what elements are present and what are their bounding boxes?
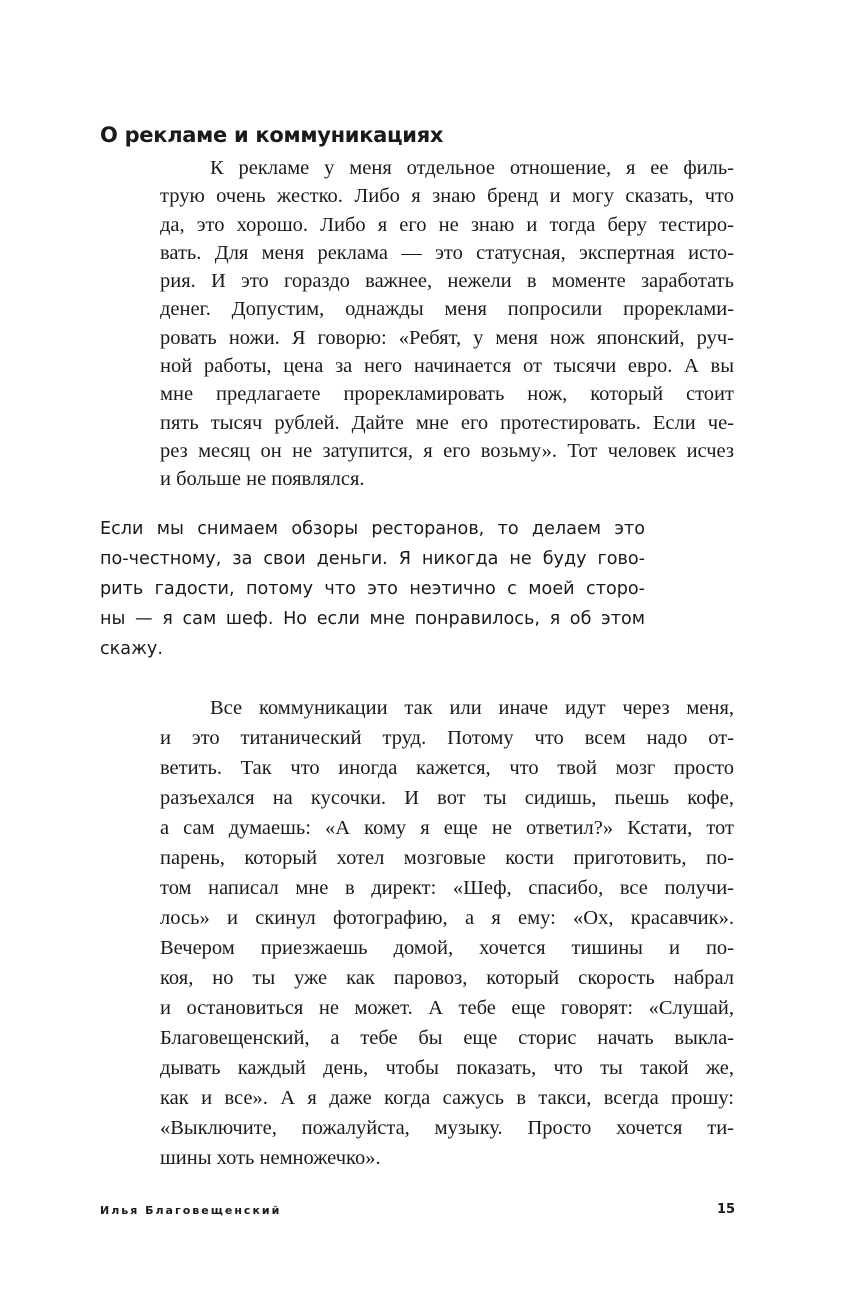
text-line: том написал мне в директ: «Шеф, спасибо, все получи-	[160, 877, 734, 899]
text-line: вать. Для меня реклама — это статусная, экспертная исто-	[160, 241, 734, 264]
text-line: ровать ножи. Я говорю: «Ребят, у меня нож японский, руч-	[160, 326, 734, 349]
text-line: мне предлагаете прорекламировать нож, который стоит	[160, 383, 734, 406]
text-line: Все коммуникации так или иначе идут через меня,	[210, 697, 734, 719]
text-line: трую очень жестко. Либо я знаю бренд и могу сказать, что	[160, 185, 734, 208]
text-line: Если мы снимаем обзоры ресторанов, то делаем это	[100, 519, 645, 539]
text-line: денег. Допустим, однажды меня попросили прореклами-	[160, 298, 734, 321]
text-line: да, это хорошо. Либо я его не знаю и тогда беру тестиро-	[160, 213, 734, 236]
text-line: парень, который хотел мозговые кости приготовить, по-	[160, 847, 734, 869]
text-line: лось» и скинул фотографию, а я ему: «Ох, красавчик».	[160, 907, 734, 929]
text-line: рить гадости, потому что это неэтично с моей сторо-	[100, 579, 645, 599]
text-line: шины хоть немножечко».	[160, 1147, 381, 1169]
text-line: рия. И это гораздо важнее, нежели в моменте заработать	[160, 270, 734, 293]
paragraph-restaurant-reviews	[100, 514, 645, 664]
text-line: ветить. Так что иногда кажется, что твой мозг просто	[160, 757, 734, 779]
page-number: 15	[717, 1202, 736, 1217]
text-line: ной работы, цена за него начинается от тысячи евро. А вы	[160, 355, 734, 378]
text-line: Благовещенский, а тебе бы еще сторис начать выкла-	[160, 1027, 734, 1049]
text-line: дывать каждый день, чтобы показать, что ты такой же,	[160, 1057, 734, 1079]
text-line: и это титанический труд. Потому что всем надо от-	[160, 727, 734, 749]
running-footer-author: Илья Благовещенский	[100, 1204, 282, 1217]
paragraph-communications	[160, 693, 734, 1173]
text-line: ны — я сам шеф. Но если мне понравилось, я об этом	[100, 609, 645, 629]
text-line: как и все». А я даже когда сажусь в такси, всегда прошу:	[160, 1087, 734, 1109]
text-line: разъехался на кусочки. И вот ты сидишь, пьешь кофе,	[160, 787, 734, 809]
text-line: рез месяц он не затупится, я его возьму». Тот человек исчез	[160, 439, 734, 462]
text-line: Вечером приезжаешь домой, хочется тишины и по-	[160, 937, 734, 959]
text-line: скажу.	[100, 639, 163, 659]
text-line: «Выключите, пожалуйста, музыку. Просто хочется ти-	[160, 1117, 734, 1139]
text-line: а сам думаешь: «А кому я еще не ответил?» Кстати, тот	[160, 817, 734, 839]
text-line: и остановиться не может. А тебе еще говорят: «Слушай,	[160, 997, 734, 1019]
text-line: пять тысяч рублей. Дайте мне его протестировать. Если че-	[160, 411, 734, 434]
text-line: К рекламе у меня отдельное отношение, я ее филь-	[210, 157, 734, 179]
paragraph-advertising	[160, 154, 734, 494]
text-line: по-честному, за свои деньги. Я никогда не буду гово-	[100, 549, 645, 569]
section-heading: О рекламе и коммуникациях	[100, 123, 444, 147]
text-line: коя, но ты уже как паровоз, который скорость набрал	[160, 967, 734, 989]
text-line: и больше не появлялся.	[160, 468, 365, 491]
